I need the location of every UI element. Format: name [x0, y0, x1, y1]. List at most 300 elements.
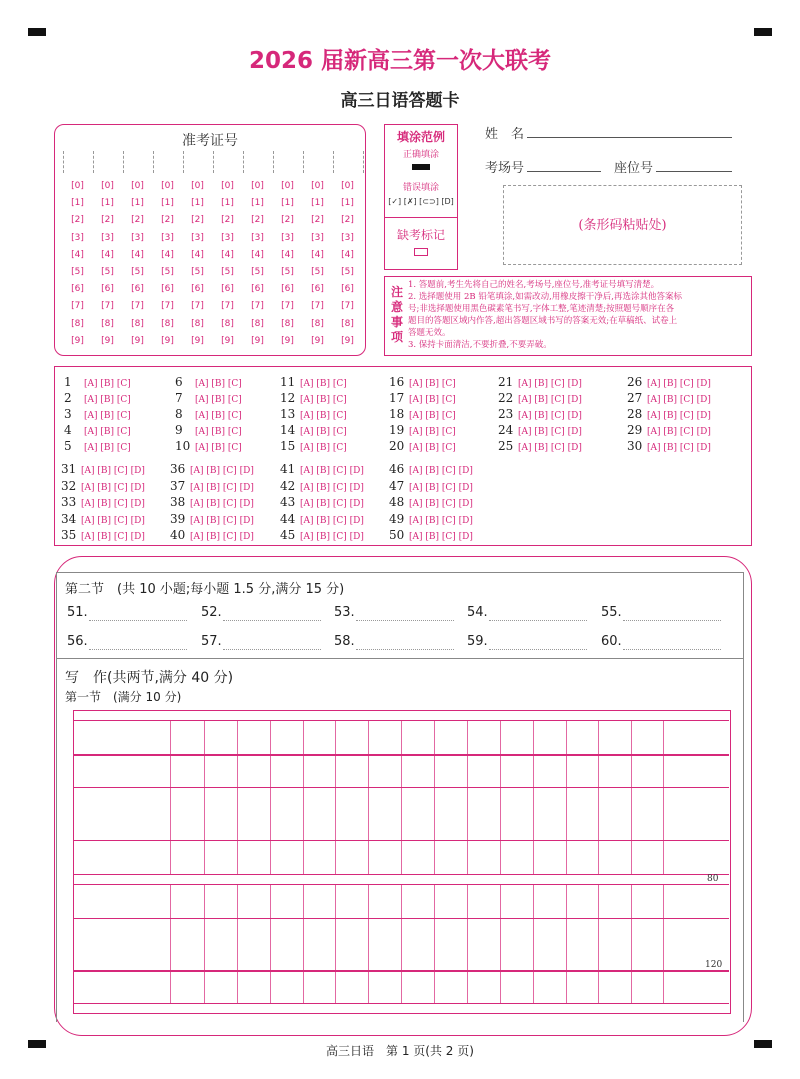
- writing-grid-row[interactable]: [73, 720, 729, 756]
- mc-question-number: 2: [64, 391, 72, 405]
- registration-mark: [754, 28, 772, 36]
- writing-grid-row[interactable]: [73, 840, 729, 875]
- id-digit-bubble[interactable]: [7]: [281, 301, 294, 312]
- mc-question: [389, 439, 461, 454]
- mc-options[interactable]: [A] [B] [C]: [195, 427, 242, 437]
- mc-options[interactable]: [A] [B] [C] [D]: [647, 395, 711, 405]
- mc-question: [389, 391, 461, 406]
- mc-question-number: 1: [64, 375, 72, 389]
- mc-options[interactable]: [A] [B] [C]: [409, 379, 456, 389]
- id-digit-bubble[interactable]: [2]: [311, 215, 324, 226]
- mc-question: [627, 439, 716, 454]
- fill-question-label: 60.: [601, 634, 622, 649]
- id-digit-bubble[interactable]: [5]: [101, 267, 114, 277]
- id-digit-bubble[interactable]: [1]: [101, 198, 114, 209]
- mc-options[interactable]: [A] [B] [C] [D]: [647, 379, 711, 389]
- writing-grid-row[interactable]: [73, 918, 729, 972]
- id-digit-write-cell[interactable]: [333, 151, 363, 173]
- exam-room-label: 考场号: [485, 161, 525, 176]
- fill-answer-line[interactable]: [89, 619, 187, 621]
- id-digit-bubble[interactable]: [6]: [161, 284, 174, 295]
- id-digit-bubble[interactable]: [0]: [251, 181, 264, 191]
- registration-mark: [28, 28, 46, 36]
- id-digit-bubble[interactable]: [0]: [191, 181, 204, 191]
- mc-question-number: 44: [280, 511, 296, 526]
- id-digit-bubble[interactable]: [6]: [191, 284, 204, 295]
- mc-question: [389, 479, 478, 494]
- id-digit-bubble[interactable]: [4]: [161, 249, 174, 260]
- mc-question: [61, 495, 150, 510]
- page-title: 2026 届新高三第一次大联考: [248, 48, 552, 74]
- id-digit-bubble[interactable]: [6]: [131, 284, 144, 295]
- mc-question-number: 26: [627, 375, 643, 389]
- id-digit-bubble[interactable]: [7]: [221, 301, 234, 312]
- mc-options[interactable]: [A] [B] [C] [D]: [81, 515, 145, 526]
- mc-question-number: 13: [280, 407, 296, 421]
- id-digit-bubble[interactable]: [0]: [281, 181, 294, 191]
- id-digit-write-cell[interactable]: [153, 151, 183, 173]
- writing-grid-row[interactable]: [73, 970, 729, 1004]
- exam-room-field[interactable]: [527, 170, 601, 172]
- mc-options[interactable]: [A] [B] [C] [D]: [409, 482, 473, 493]
- id-digit-bubble[interactable]: [8]: [341, 318, 354, 329]
- mc-options[interactable]: [A] [B] [C] [D]: [190, 499, 254, 509]
- id-digit-bubble[interactable]: [8]: [191, 318, 204, 329]
- mc-question-number: 43: [280, 495, 296, 509]
- mc-question: [389, 375, 461, 390]
- fill-question-label: 52.: [201, 605, 222, 620]
- id-digit-bubble[interactable]: [8]: [221, 318, 234, 329]
- mc-options[interactable]: [A] [B] [C] [D]: [409, 515, 473, 526]
- fill-example-box: [384, 124, 458, 270]
- mc-question: [389, 495, 478, 510]
- mc-options[interactable]: [A] [B] [C]: [84, 427, 131, 437]
- mc-question-number: 29: [627, 423, 643, 437]
- mc-question: [64, 375, 136, 390]
- id-digit-bubble[interactable]: [1]: [281, 198, 294, 209]
- id-digit-bubble[interactable]: [8]: [251, 318, 264, 329]
- id-digit-bubble[interactable]: [2]: [71, 215, 84, 226]
- notice-line: 题目的答题区域内作答,超出答题区域书写的答案无效;在草稿纸、试卷上: [408, 316, 678, 326]
- mc-options[interactable]: [A] [B] [C]: [300, 395, 347, 405]
- seat-field[interactable]: [656, 170, 732, 172]
- mc-question-number: 41: [280, 462, 296, 476]
- mc-options[interactable]: [A] [B] [C] [D]: [81, 532, 145, 542]
- correct-fill-label: 正确填涂: [402, 150, 439, 160]
- id-digit-bubble[interactable]: [1]: [311, 198, 324, 209]
- mc-question-number: 3: [64, 407, 72, 421]
- id-digit-bubble[interactable]: [2]: [191, 215, 204, 226]
- mc-question: [64, 439, 136, 454]
- mc-options[interactable]: [A] [B] [C] [D]: [190, 482, 254, 493]
- id-digit-bubble[interactable]: [7]: [191, 301, 204, 312]
- id-digit-bubble[interactable]: [3]: [101, 232, 114, 243]
- section2-title: 第二节 (共 10 小题;每小题 1.5 分,满分 15 分): [65, 582, 345, 597]
- wrong-fill-label: 错误填涂: [402, 183, 439, 193]
- id-digit-bubble[interactable]: [3]: [221, 232, 234, 243]
- mc-question-number: 9: [175, 423, 183, 437]
- fill-answer-line[interactable]: [356, 648, 454, 650]
- notice-line: 号;非选择题使用黑色碳素笔书写,字体工整,笔迹清楚;按照题号顺序在各: [408, 304, 675, 314]
- mc-question: [61, 462, 150, 477]
- mc-options[interactable]: [A] [B] [C]: [300, 411, 347, 421]
- mc-options[interactable]: [A] [B] [C]: [195, 379, 242, 389]
- id-digit-bubble[interactable]: [8]: [161, 318, 174, 329]
- id-digit-bubble[interactable]: [7]: [251, 301, 264, 312]
- mc-options[interactable]: [A] [B] [C]: [409, 443, 456, 453]
- id-digit-bubble[interactable]: [6]: [251, 284, 264, 295]
- writing-grid-row[interactable]: [73, 787, 729, 841]
- mc-options[interactable]: [A] [B] [C] [D]: [190, 532, 254, 542]
- fill-answer-line[interactable]: [489, 619, 587, 621]
- mc-options[interactable]: [A] [B] [C] [D]: [81, 482, 145, 493]
- mc-question-number: 32: [61, 478, 77, 493]
- mc-options[interactable]: [A] [B] [C] [D]: [81, 466, 145, 476]
- mc-question: [627, 423, 716, 438]
- writing-right-border: [743, 572, 744, 1022]
- id-digit-bubble[interactable]: [9]: [191, 335, 204, 346]
- mc-question: [498, 375, 587, 390]
- id-digit-bubble[interactable]: [4]: [311, 249, 324, 260]
- id-digit-write-cell[interactable]: [303, 151, 333, 173]
- mc-question-number: 35: [61, 528, 77, 542]
- mc-question-number: 7: [175, 391, 183, 405]
- id-digit-bubble[interactable]: [3]: [71, 232, 84, 243]
- id-digit-bubble[interactable]: [1]: [341, 198, 354, 209]
- mc-question: [389, 423, 461, 438]
- fill-answer-line[interactable]: [623, 619, 721, 621]
- id-digit-bubble[interactable]: [9]: [71, 335, 84, 346]
- mc-options[interactable]: [A] [B] [C] [D]: [518, 443, 582, 453]
- fill-question-label: 54.: [467, 605, 488, 620]
- mc-question: [498, 391, 587, 406]
- id-digit-bubble[interactable]: [9]: [311, 335, 324, 346]
- id-digit-bubble[interactable]: [6]: [101, 284, 114, 295]
- id-digit-bubble[interactable]: [5]: [131, 267, 144, 277]
- mc-options[interactable]: [A] [B] [C] [D]: [647, 427, 711, 437]
- mc-question-number: 27: [627, 391, 643, 405]
- mc-question-number: 23: [498, 407, 514, 421]
- id-digit-bubble[interactable]: [3]: [191, 232, 204, 243]
- mc-question-number: 10: [175, 439, 191, 453]
- id-digit-bubble[interactable]: [6]: [341, 284, 354, 295]
- mc-question: [175, 375, 247, 390]
- fill-answer-line[interactable]: [223, 648, 321, 650]
- mc-options[interactable]: [A] [B] [C]: [84, 395, 131, 405]
- mc-question-number: 15: [280, 439, 296, 453]
- id-digit-write-cell[interactable]: [213, 151, 243, 173]
- id-digit-bubble[interactable]: [0]: [71, 181, 84, 191]
- mc-question: [170, 512, 259, 527]
- mc-question: [389, 462, 478, 477]
- mc-question-number: 37: [170, 478, 186, 493]
- id-digit-bubble[interactable]: [7]: [131, 301, 144, 312]
- writing-grid-row[interactable]: [73, 754, 729, 788]
- fill-answer-line[interactable]: [356, 619, 454, 621]
- writing-left-border: [56, 572, 57, 1022]
- mc-question-number: 25: [498, 439, 514, 453]
- fill-answer-line[interactable]: [223, 619, 321, 621]
- id-digit-bubble[interactable]: [9]: [131, 335, 144, 346]
- mc-question: [64, 391, 136, 406]
- id-digit-bubble[interactable]: [8]: [281, 318, 294, 329]
- id-digit-bubble[interactable]: [1]: [161, 198, 174, 209]
- id-digit-bubble[interactable]: [1]: [71, 198, 84, 209]
- writing-subtitle: 第一节 (满分 10 分): [65, 690, 182, 704]
- seat-label: 座位号: [614, 161, 654, 176]
- id-digit-bubble[interactable]: [5]: [281, 267, 294, 277]
- mc-options[interactable]: [A] [B] [C] [D]: [647, 443, 711, 453]
- id-digit-bubble[interactable]: [3]: [311, 232, 324, 243]
- word-count-120: 120: [705, 960, 723, 970]
- mc-question-number: 21: [498, 375, 514, 389]
- id-digit-bubble[interactable]: [5]: [251, 267, 264, 277]
- mc-options[interactable]: [A] [B] [C] [D]: [300, 482, 364, 493]
- writing-grid-row[interactable]: [73, 884, 729, 919]
- name-field[interactable]: [527, 136, 732, 138]
- id-digit-bubble[interactable]: [4]: [191, 249, 204, 260]
- id-digit-bubble[interactable]: [9]: [101, 335, 114, 346]
- mc-question-number: 33: [61, 495, 77, 509]
- id-digit-bubble[interactable]: [8]: [71, 318, 84, 329]
- id-digit-write-cell[interactable]: [93, 151, 123, 173]
- mc-question: [61, 528, 150, 543]
- mc-question: [170, 479, 259, 494]
- mc-options[interactable]: [A] [B] [C]: [300, 427, 347, 437]
- mc-question-number: 42: [280, 478, 296, 493]
- mc-question-number: 45: [280, 528, 296, 542]
- mc-options[interactable]: [A] [B] [C] [D]: [518, 395, 582, 405]
- id-digit-bubble[interactable]: [3]: [161, 232, 174, 243]
- mc-options[interactable]: [A] [B] [C] [D]: [647, 411, 711, 421]
- id-digit-bubble[interactable]: [5]: [221, 267, 234, 277]
- id-digit-bubble[interactable]: [7]: [311, 301, 324, 312]
- mc-question: [175, 407, 247, 422]
- wrong-fill-samples: [✓] [✗] [⊂⊃] [D]: [388, 197, 454, 206]
- mc-question: [627, 375, 716, 390]
- mc-question: [389, 407, 461, 422]
- mc-options[interactable]: [A] [B] [C]: [84, 411, 131, 421]
- mc-question: [498, 439, 587, 454]
- id-digit-bubble[interactable]: [4]: [251, 249, 264, 260]
- admission-number-label: 准考证号: [182, 133, 238, 149]
- absent-mark-checkbox[interactable]: [414, 248, 428, 256]
- id-digit-bubble[interactable]: [2]: [341, 215, 354, 226]
- barcode-label: (条形码粘贴处): [578, 218, 667, 233]
- mc-question-number: 39: [170, 511, 186, 526]
- section-divider: [56, 658, 744, 659]
- mc-question: [170, 462, 259, 477]
- id-digit-bubble[interactable]: [6]: [311, 284, 324, 295]
- mc-options[interactable]: [A] [B] [C]: [409, 411, 456, 421]
- mc-options[interactable]: [A] [B] [C] [D]: [300, 532, 364, 542]
- mc-question-number: 38: [170, 495, 186, 509]
- mc-question-number: 24: [498, 423, 514, 437]
- id-digit-write-cell[interactable]: [63, 151, 93, 173]
- id-digit-bubble[interactable]: [1]: [191, 198, 204, 209]
- mc-question: [64, 423, 136, 438]
- mc-options[interactable]: [A] [B] [C] [D]: [81, 499, 145, 509]
- section2-top-line: [56, 572, 744, 573]
- id-digit-bubble[interactable]: [8]: [311, 318, 324, 329]
- id-digit-bubble[interactable]: [0]: [311, 181, 324, 191]
- mc-question: [627, 391, 716, 406]
- id-digit-bubble[interactable]: [0]: [131, 181, 144, 191]
- id-digit-bubble[interactable]: [4]: [221, 249, 234, 260]
- mc-question-number: 34: [61, 511, 77, 526]
- mc-question: [64, 407, 136, 422]
- id-digit-bubble[interactable]: [5]: [191, 267, 204, 277]
- id-digit-write-cell[interactable]: [183, 151, 213, 173]
- mc-question: [389, 528, 478, 543]
- id-digit-bubble[interactable]: [9]: [221, 335, 234, 346]
- id-digit-bubble[interactable]: [0]: [101, 181, 114, 191]
- id-digit-bubble[interactable]: [4]: [281, 249, 294, 260]
- id-digit-bubble[interactable]: [5]: [311, 267, 324, 277]
- id-digit-write-cell[interactable]: [273, 151, 303, 173]
- mc-options[interactable]: [A] [B] [C]: [84, 379, 131, 389]
- mc-question-number: 6: [175, 375, 183, 389]
- mc-options[interactable]: [A] [B] [C] [D]: [300, 466, 364, 476]
- mc-question-number: 12: [280, 391, 296, 405]
- fill-question-label: 57.: [201, 634, 222, 649]
- id-digit-bubble[interactable]: [3]: [281, 232, 294, 243]
- id-digit-bubble[interactable]: [9]: [281, 335, 294, 346]
- id-digit-bubble[interactable]: [7]: [161, 301, 174, 312]
- mc-options[interactable]: [A] [B] [C] [D]: [409, 532, 473, 542]
- mc-question: [175, 439, 247, 454]
- id-digit-bubble[interactable]: [1]: [221, 198, 234, 209]
- mc-question-number: 28: [627, 407, 643, 421]
- id-digit-bubble[interactable]: [4]: [71, 249, 84, 260]
- mc-question: [175, 391, 247, 406]
- mc-options[interactable]: [A] [B] [C]: [195, 411, 242, 421]
- id-digit-bubble[interactable]: [2]: [221, 215, 234, 226]
- mc-options[interactable]: [A] [B] [C]: [409, 427, 456, 437]
- mc-question: [280, 462, 369, 477]
- mc-question: [170, 528, 259, 543]
- id-digit-bubble[interactable]: [2]: [101, 215, 114, 226]
- page-footer: 高三日语 第 1 页(共 2 页): [326, 1044, 474, 1058]
- id-digit-bubble[interactable]: [4]: [341, 249, 354, 260]
- id-digit-bubble[interactable]: [9]: [251, 335, 264, 346]
- id-digit-bubble[interactable]: [0]: [161, 181, 174, 191]
- id-digit-bubble[interactable]: [7]: [101, 301, 114, 312]
- id-digit-write-cell[interactable]: [243, 151, 273, 173]
- id-digit-bubble[interactable]: [3]: [341, 232, 354, 243]
- mc-question-number: 47: [389, 478, 405, 493]
- id-digit-bubble[interactable]: [7]: [341, 301, 354, 312]
- id-digit-bubble[interactable]: [4]: [131, 249, 144, 260]
- mc-options[interactable]: [A] [B] [C]: [195, 443, 242, 453]
- mc-options[interactable]: [A] [B] [C] [D]: [190, 515, 254, 526]
- id-digit-bubble[interactable]: [2]: [251, 215, 264, 226]
- mc-question-number: 4: [64, 423, 72, 437]
- mc-question-number: 8: [175, 407, 183, 421]
- mc-options[interactable]: [A] [B] [C]: [195, 395, 242, 405]
- mc-options[interactable]: [A] [B] [C]: [84, 443, 131, 453]
- mc-question: [175, 423, 247, 438]
- fill-question-label: 51.: [67, 605, 88, 620]
- mc-question-number: 17: [389, 391, 405, 405]
- mc-question: [498, 407, 587, 422]
- mc-options[interactable]: [A] [B] [C] [D]: [409, 499, 473, 509]
- mc-options[interactable]: [A] [B] [C] [D]: [518, 411, 582, 421]
- mc-question: [627, 407, 716, 422]
- name-label: 姓 名: [485, 127, 525, 142]
- page-subtitle: 高三日语答题卡: [340, 91, 460, 111]
- id-digit-bubble[interactable]: [6]: [281, 284, 294, 295]
- id-digit-bubble[interactable]: [0]: [221, 181, 234, 191]
- mc-question: [280, 407, 352, 422]
- id-digit-bubble[interactable]: [3]: [251, 232, 264, 243]
- id-digit-bubble[interactable]: [7]: [71, 301, 84, 312]
- fill-example-title: 填涂范例: [396, 130, 445, 144]
- fill-answer-line[interactable]: [623, 648, 721, 650]
- id-digit-bubble[interactable]: [9]: [161, 335, 174, 346]
- mc-question-number: 5: [64, 439, 72, 453]
- mc-question-number: 22: [498, 391, 514, 405]
- mc-question: [280, 512, 369, 527]
- fill-answer-line[interactable]: [489, 648, 587, 650]
- mc-question-number: 20: [389, 439, 405, 453]
- mc-question: [280, 495, 369, 510]
- id-digit-bubble[interactable]: [0]: [341, 181, 354, 191]
- mc-question: [280, 423, 352, 438]
- mc-question-number: 46: [389, 462, 405, 476]
- mc-options[interactable]: [A] [B] [C]: [409, 395, 456, 405]
- mc-options[interactable]: [A] [B] [C]: [300, 379, 347, 389]
- mc-question-number: 50: [389, 528, 405, 542]
- mc-question: [498, 423, 587, 438]
- fill-answer-line[interactable]: [89, 648, 187, 650]
- id-digit-bubble[interactable]: [6]: [71, 284, 84, 295]
- id-digit-bubble[interactable]: [5]: [341, 267, 354, 277]
- mc-question-number: 11: [280, 375, 296, 389]
- id-digit-bubble[interactable]: [2]: [131, 215, 144, 226]
- id-digit-write-cell[interactable]: [123, 151, 153, 173]
- id-digit-bubble[interactable]: [1]: [251, 198, 264, 209]
- notice-heading: 注意事项: [390, 285, 403, 344]
- mc-options[interactable]: [A] [B] [C] [D]: [190, 466, 254, 476]
- mc-options[interactable]: [A] [B] [C] [D]: [518, 427, 582, 437]
- id-digit-bubble[interactable]: [8]: [101, 318, 114, 329]
- id-digit-bubble[interactable]: [3]: [131, 232, 144, 243]
- mc-question: [280, 528, 369, 543]
- id-digit-bubble[interactable]: [5]: [161, 267, 174, 277]
- mc-options[interactable]: [A] [B] [C]: [300, 443, 347, 453]
- absent-mark-label: 缺考标记: [396, 228, 445, 242]
- mc-question: [170, 495, 259, 510]
- id-digit-bubble[interactable]: [4]: [101, 249, 114, 260]
- mc-options[interactable]: [A] [B] [C] [D]: [300, 499, 364, 509]
- mc-question-number: 16: [389, 375, 405, 389]
- notice-line: 3. 保持卡面清洁,不要折叠,不要弄破。: [408, 340, 552, 350]
- id-digit-bubble[interactable]: [2]: [281, 215, 294, 226]
- id-digit-bubble[interactable]: [8]: [131, 318, 144, 329]
- notice-line: 2. 选择题使用 2B 铅笔填涂,如需改动,用橡皮擦干净后,再选涂其他答案标: [408, 292, 682, 302]
- mc-question: [280, 391, 352, 406]
- id-digit-bubble[interactable]: [6]: [221, 284, 234, 295]
- id-digit-bubble[interactable]: [2]: [161, 215, 174, 226]
- id-digit-bubble[interactable]: [5]: [71, 267, 84, 277]
- id-digit-bubble[interactable]: [9]: [341, 335, 354, 346]
- id-digit-bubble[interactable]: [1]: [131, 198, 144, 209]
- mc-options[interactable]: [A] [B] [C] [D]: [518, 379, 582, 389]
- mc-options[interactable]: [A] [B] [C] [D]: [409, 466, 473, 476]
- mc-options[interactable]: [A] [B] [C] [D]: [300, 515, 364, 526]
- mc-question-number: 31: [61, 462, 77, 476]
